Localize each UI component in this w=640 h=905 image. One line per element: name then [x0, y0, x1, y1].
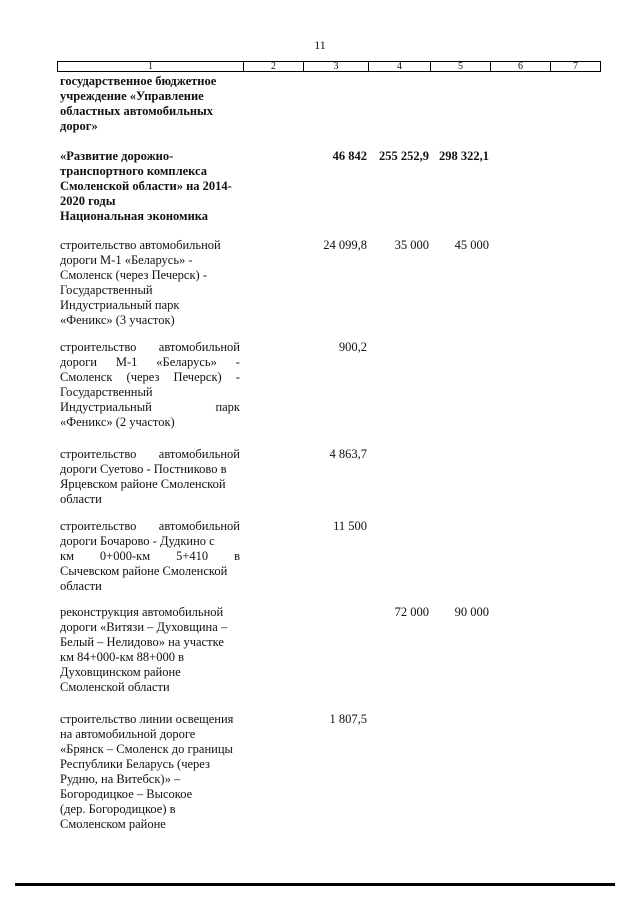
bottom-rule [15, 883, 615, 886]
value-col-3: 46 842 [332, 149, 367, 163]
page-number: 11 [314, 38, 326, 52]
text-line: области [60, 579, 102, 593]
table-header-row [57, 61, 601, 72]
header-col-5: 5 [430, 62, 490, 71]
text-line: Смоленск (через Печерск) - [60, 268, 207, 282]
header-col-3: 3 [303, 62, 368, 71]
text-line: областных автомобильных [60, 104, 214, 118]
text-line: дороги М-1 «Беларусь» - [60, 253, 193, 267]
value-col-4: 255 252,9 [379, 149, 429, 163]
text-line: Государственный [60, 385, 153, 399]
text-line: строительство линии освещения [60, 712, 234, 726]
text-line: Рудню, на Витебск)» – [60, 772, 181, 786]
value-col-5: 45 000 [454, 238, 489, 252]
project-description [60, 605, 240, 695]
value-col-3: 24 099,8 [323, 238, 367, 252]
project-description [60, 519, 240, 594]
text-line: области [60, 492, 102, 506]
text-line: Смоленской области» на 2014- [60, 179, 232, 193]
text-line: Духовщинском районе [60, 665, 181, 679]
value-col-4: 35 000 [394, 238, 429, 252]
program-title [60, 149, 240, 224]
project-description [60, 447, 240, 507]
header-col-7: 7 [550, 62, 600, 71]
text-line: дороги Бочарово - Дудкино с [60, 534, 215, 548]
project-description [60, 238, 240, 328]
value-col-3: 4 863,7 [329, 447, 367, 461]
text-line: «Феникс» (3 участок) [60, 313, 175, 327]
header-col-2: 2 [243, 62, 303, 71]
text-line: государственное бюджетное [60, 74, 217, 88]
header-col-1: 1 [148, 61, 153, 72]
text-line: строительство автомобильной [60, 519, 240, 533]
text-line: 2020 годы [60, 194, 116, 208]
text-line: транспортного комплекса [60, 164, 207, 178]
header-col-4: 4 [368, 62, 430, 71]
value-col-3: 11 500 [333, 519, 367, 533]
text-line: «Феникс» (2 участок) [60, 415, 175, 429]
text-line: Национальная экономика [60, 209, 209, 223]
text-line: реконструкция автомобильной [60, 605, 224, 619]
value-col-3: 1 807,5 [329, 712, 367, 726]
text-line: Республики Беларусь (через [60, 757, 210, 771]
text-line: дороги М-1 «Беларусь» - [60, 355, 240, 369]
text-line: (дер. Богородицкое) в [60, 802, 176, 816]
text-line: строительство автомобильной [60, 340, 240, 354]
text-line: строительство автомобильной [60, 238, 221, 252]
text-line: км 0+000-км 5+410 в [60, 549, 240, 563]
text-line: дороги «Витязи – Духовщина – [60, 620, 228, 634]
project-description [60, 712, 240, 832]
text-line: на автомобильной дороге [60, 727, 196, 741]
text-line: «Брянск – Смоленск до границы [60, 742, 233, 756]
text-line: Индустриальный парк [60, 298, 180, 312]
text-line: Ярцевском районе Смоленской [60, 477, 226, 491]
value-col-5: 90 000 [454, 605, 489, 619]
value-col-5: 298 322,1 [439, 149, 489, 163]
text-line: Богородицкое – Высокое [60, 787, 193, 801]
text-line: км 84+000-км 88+000 в [60, 650, 185, 664]
text-line: дороги Суетово - Постниково в [60, 462, 227, 476]
text-line: Смоленской области [60, 680, 170, 694]
project-description [60, 340, 240, 430]
text-line: строительство автомобильной [60, 447, 240, 461]
text-line: Белый – Нелидово» на участке [60, 635, 224, 649]
text-line: Смоленском районе [60, 817, 166, 831]
header-col-6: 6 [490, 62, 550, 71]
institution-name [60, 74, 240, 134]
text-line: Сычевском районе Смоленской [60, 564, 228, 578]
text-line: дорог» [60, 119, 98, 133]
value-col-4: 72 000 [394, 605, 429, 619]
text-line: Смоленск (через Печерск) - [60, 370, 240, 384]
value-col-3: 900,2 [338, 340, 367, 354]
text-line: Индустриальный парк [60, 400, 240, 414]
text-line: Государственный [60, 283, 153, 297]
text-line: «Развитие дорожно- [60, 149, 174, 163]
text-line: учреждение «Управление [60, 89, 204, 103]
